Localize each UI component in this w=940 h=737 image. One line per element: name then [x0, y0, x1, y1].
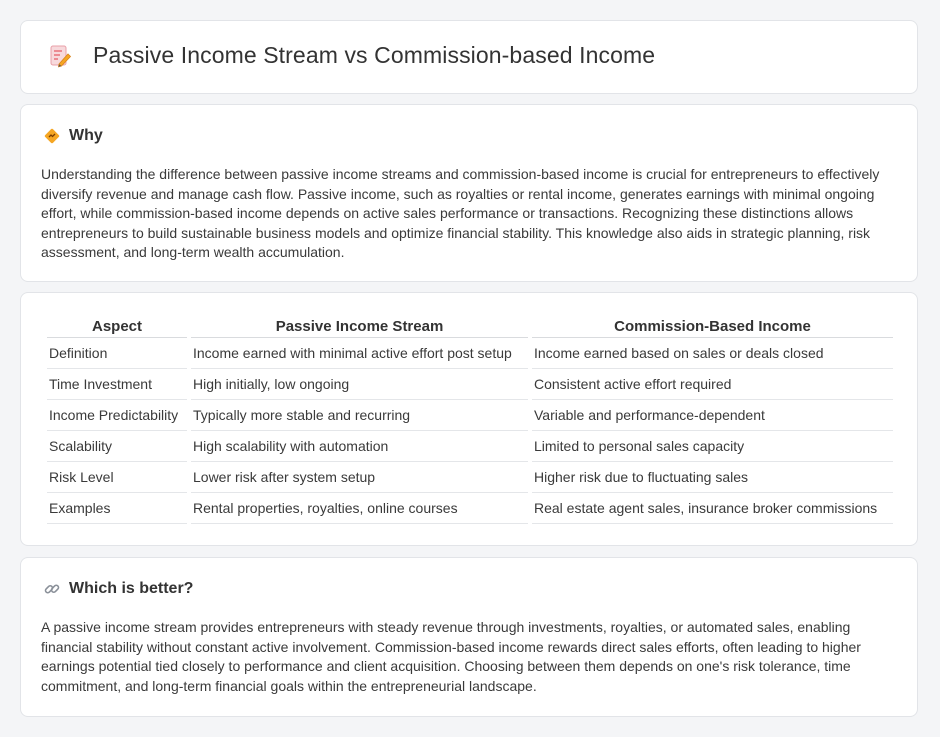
title-row — [47, 42, 655, 69]
table-row — [47, 462, 893, 493]
better-header — [43, 580, 193, 598]
row-passive: Rental properties, royalties, online courses — [191, 493, 528, 524]
row-commission: Higher risk due to fluctuating sales — [532, 462, 893, 493]
row-aspect: Definition — [47, 338, 187, 369]
comparison-table — [43, 315, 897, 524]
why-header — [43, 127, 103, 145]
table-row — [47, 400, 893, 431]
comparison-section — [20, 292, 918, 546]
title-card — [20, 20, 918, 94]
table-header-row — [47, 315, 893, 338]
diamond-sign-icon — [43, 127, 61, 145]
header-aspect: Aspect — [47, 315, 187, 338]
document-edit-icon — [47, 43, 73, 69]
row-passive: Income earned with minimal active effort post setup — [191, 338, 528, 369]
why-body: Understanding the difference between passive income streams and commission-based income is crucial for entrepreneurs to effectively diversify revenue and manage cash flow. Passive income, such as royalties or rental income, generates earnings with minimal ongoing effort, while commission-based income depends on active sales performance or transactions. Recognizing these distinctions allows entrepreneurs to build sustainable business models and optimize financial stability. This knowledge also aids in strategic planning, risk assessment, and long-term wealth accumulation. — [41, 166, 880, 261]
which-better-section — [20, 557, 918, 717]
why-heading: Why — [69, 127, 103, 144]
row-commission: Limited to personal sales capacity — [532, 431, 893, 462]
table-row — [47, 369, 893, 400]
row-aspect: Income Predictability — [47, 400, 187, 431]
row-passive: High initially, low ongoing — [191, 369, 528, 400]
row-aspect: Scalability — [47, 431, 187, 462]
row-commission: Real estate agent sales, insurance broker commissions — [532, 493, 893, 524]
table-row — [47, 493, 893, 524]
row-commission: Consistent active effort required — [532, 369, 893, 400]
better-heading: Which is better? — [69, 580, 194, 597]
table-row — [47, 431, 893, 462]
row-passive: Lower risk after system setup — [191, 462, 528, 493]
row-aspect: Examples — [47, 493, 187, 524]
better-body: A passive income stream provides entrepreneurs with steady revenue through investments, royalties, or automated sales, enabling financial stability without constant active involvement. Commission-based income rewards direct sales efforts, often leading to higher earnings potential tied closely to performance and client acquisition. Choosing between them depends on one's risk tolerance, time commitment, and long-term financial goals within the entrepreneurial landscape. — [41, 619, 861, 694]
header-commission: Commission-Based Income — [532, 315, 893, 338]
row-commission: Variable and performance-dependent — [532, 400, 893, 431]
page-title: Passive Income Stream vs Commission-based Income — [93, 42, 656, 68]
header-passive: Passive Income Stream — [191, 315, 528, 338]
row-passive: Typically more stable and recurring — [191, 400, 528, 431]
why-section — [20, 104, 918, 282]
link-icon — [43, 580, 61, 598]
table-row — [47, 338, 893, 369]
row-aspect: Time Investment — [47, 369, 187, 400]
row-passive: High scalability with automation — [191, 431, 528, 462]
row-aspect: Risk Level — [47, 462, 187, 493]
row-commission: Income earned based on sales or deals closed — [532, 338, 893, 369]
